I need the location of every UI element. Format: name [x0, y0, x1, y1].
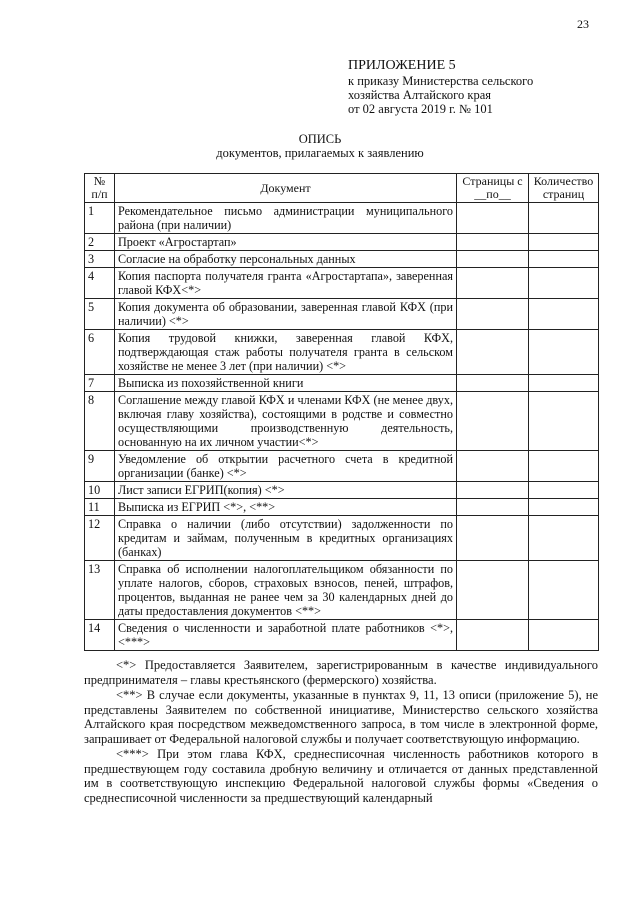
footnote: <**> В случае если документы, указанные в пунктах 9, 11, 13 описи (приложение 5), не представлены Заявителем по собственной инициативе, Министерство сельского хозяйства Алтайского края посредством межведомственного запроса, в том числе в электронной форме, запрашивает от Федеральной налоговой службы и получает соответствующую информацию.	[84, 688, 598, 746]
row-document: Выписка из похозяйственной книги	[115, 375, 457, 392]
row-count-cell	[529, 203, 599, 234]
table-row	[85, 451, 599, 482]
footnote: <*> Предоставляется Заявителем, зарегистрированным в качестве индивидуального предпринимателя – главы крестьянского (фермерского) хозяйства.	[84, 658, 598, 687]
row-pages-cell	[457, 482, 529, 499]
row-pages-cell	[457, 499, 529, 516]
footnote: <***> При этом глава КФХ, среднесписочная численность работников которого в предшествующем году составила дробную величину и отличается от данных представленной им в соответствующую инспекцию Федеральной налоговой службы формы «Сведения о среднесписочной численности за предшествующий календарный	[84, 747, 598, 805]
row-pages-cell	[457, 392, 529, 451]
footnotes	[84, 658, 598, 806]
inventory-table	[84, 173, 599, 651]
row-count-cell	[529, 451, 599, 482]
row-document: Соглашение между главой КФХ и членами КФХ (не менее двух, включая главу хозяйства), состоящими в родстве и совместно осуществляющими производственную деятельность, основанную на их личном участии<*>	[115, 392, 457, 451]
row-count-cell	[529, 499, 599, 516]
row-count-cell	[529, 299, 599, 330]
row-pages-cell	[457, 203, 529, 234]
row-document: Копия документа об образовании, заверенная главой КФХ (при наличии) <*>	[115, 299, 457, 330]
table-row	[85, 620, 599, 651]
header-pages: Страницы с __по__	[457, 174, 529, 203]
appendix-block	[348, 58, 598, 116]
row-number: 14	[85, 620, 115, 651]
row-number: 10	[85, 482, 115, 499]
document-subtitle: документов, прилагаемых к заявлению	[216, 146, 424, 160]
appendix-line: к приказу Министерства сельского	[348, 74, 534, 88]
row-count-cell	[529, 482, 599, 499]
row-document: Копия паспорта получателя гранта «Агростартапа», заверенная главой КФХ<*>	[115, 268, 457, 299]
row-number: 4	[85, 268, 115, 299]
page-number: 23	[577, 17, 589, 31]
table-row	[85, 299, 599, 330]
row-pages-cell	[457, 299, 529, 330]
table-row	[85, 203, 599, 234]
row-number: 5	[85, 299, 115, 330]
table-row	[85, 392, 599, 451]
row-document: Лист записи ЕГРИП(копия) <*>	[115, 482, 457, 499]
row-pages-cell	[457, 330, 529, 375]
header-count: Количество страниц	[529, 174, 599, 203]
row-document: Сведения о численности и заработной плате работников <*>, <***>	[115, 620, 457, 651]
row-pages-cell	[457, 620, 529, 651]
table-row	[85, 561, 599, 620]
row-number: 6	[85, 330, 115, 375]
table-row	[85, 482, 599, 499]
row-document: Справка об исполнении налогоплательщиком обязанности по уплате налогов, сборов, страховых взносов, пеней, штрафов, процентов, выданная не ранее чем за 30 календарных дней до даты предоставления документов <**>	[115, 561, 457, 620]
table-row	[85, 499, 599, 516]
row-count-cell	[529, 234, 599, 251]
header-num: № п/п	[85, 174, 115, 203]
row-number: 2	[85, 234, 115, 251]
row-pages-cell	[457, 561, 529, 620]
table-row	[85, 251, 599, 268]
row-pages-cell	[457, 234, 529, 251]
row-document: Справка о наличии (либо отсутствии) задолженности по кредитам и займам, полученным в кредитных организациях (банках)	[115, 516, 457, 561]
row-number: 13	[85, 561, 115, 620]
row-count-cell	[529, 330, 599, 375]
row-document: Рекомендательное письмо администрации муниципального района (при наличии)	[115, 203, 457, 234]
table-row	[85, 268, 599, 299]
row-document: Уведомление об открытии расчетного счета в кредитной организации (банке) <*>	[115, 451, 457, 482]
row-number: 3	[85, 251, 115, 268]
row-count-cell	[529, 516, 599, 561]
row-count-cell	[529, 620, 599, 651]
row-document: Проект «Агростартап»	[115, 234, 457, 251]
row-pages-cell	[457, 268, 529, 299]
row-pages-cell	[457, 451, 529, 482]
row-document: Выписка из ЕГРИП <*>, <**>	[115, 499, 457, 516]
row-document: Согласие на обработку персональных данных	[115, 251, 457, 268]
row-number: 8	[85, 392, 115, 451]
table-row	[85, 330, 599, 375]
row-number: 9	[85, 451, 115, 482]
row-count-cell	[529, 392, 599, 451]
row-document: Копия трудовой книжки, заверенная главой КФХ, подтверждающая стаж работы получателя гранта в сельском хозяйстве не менее 3 лет (при наличии) <*>	[115, 330, 457, 375]
header-document: Документ	[115, 174, 457, 203]
table-row	[85, 516, 599, 561]
row-pages-cell	[457, 516, 529, 561]
table-row	[85, 375, 599, 392]
row-count-cell	[529, 561, 599, 620]
row-count-cell	[529, 251, 599, 268]
row-pages-cell	[457, 375, 529, 392]
row-count-cell	[529, 375, 599, 392]
row-number: 12	[85, 516, 115, 561]
row-count-cell	[529, 268, 599, 299]
appendix-title: ПРИЛОЖЕНИЕ 5	[348, 58, 456, 73]
row-number: 11	[85, 499, 115, 516]
row-number: 1	[85, 203, 115, 234]
table-header-row	[85, 174, 599, 203]
row-number: 7	[85, 375, 115, 392]
appendix-line: от 02 августа 2019 г. № 101	[348, 102, 493, 116]
row-pages-cell	[457, 251, 529, 268]
document-title: ОПИСЬ	[298, 132, 342, 146]
table-row	[85, 234, 599, 251]
appendix-line: хозяйства Алтайского края	[348, 88, 491, 102]
